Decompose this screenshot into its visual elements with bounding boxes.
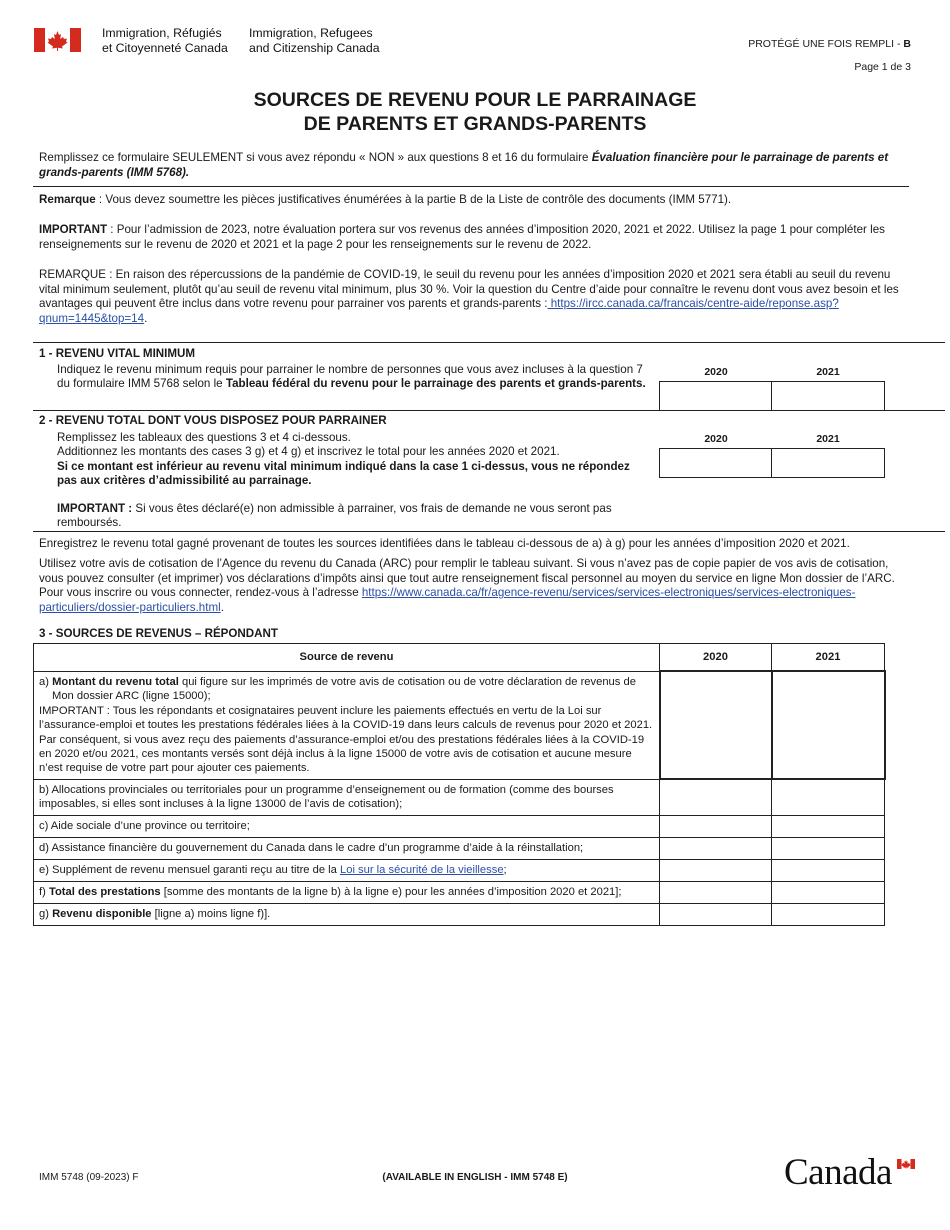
- row-d-input-2020[interactable]: [660, 837, 772, 859]
- section2-input-2020[interactable]: [659, 448, 773, 478]
- divider: [33, 342, 945, 343]
- section2-line1: Remplissez les tableaux des questions 3 et 4 ci-dessous.: [57, 431, 351, 444]
- row-g-prefix: g): [39, 907, 53, 920]
- table-row-a: [34, 671, 885, 779]
- title-line1: SOURCES DE REVENU POUR LE PARRAINAGE: [253, 89, 697, 111]
- dept-en-line1: Immigration, Refugees: [249, 26, 373, 40]
- row-a-bold: Montant du revenu total: [52, 675, 179, 688]
- row-a-label: [34, 671, 660, 779]
- col-2020-header: 2020: [660, 644, 772, 672]
- dept-en-line2: and Citizenship Canada: [249, 41, 380, 55]
- divider: [33, 186, 909, 187]
- help-centre-link[interactable]: https://ircc.canada.ca/francais/centre-aide/reponse.asp?qnum=1445&top=14: [39, 297, 839, 325]
- canada-wordmark-flag-icon: [897, 1159, 915, 1169]
- row-f-input-2021[interactable]: [772, 881, 885, 903]
- row-g-label: [34, 903, 660, 925]
- table-row-d: [34, 837, 885, 859]
- covid-paragraph: [39, 268, 909, 326]
- row-f-input-2020[interactable]: [660, 881, 772, 903]
- section2-important: [57, 502, 637, 531]
- row-a-text: qui figure sur les imprimés de votre avis de cotisation ou de votre déclaration de revenus de Mon dossier ARC (ligne 15000);: [52, 675, 636, 703]
- row-g-bold: Revenu disponible: [52, 907, 152, 920]
- row-b-input-2020[interactable]: [660, 779, 772, 815]
- section2-important-text: Si vous êtes déclaré(e) non admissible à parrainer, vos frais de demande ne vous seront pas remboursés.: [57, 501, 612, 530]
- section2-input-2021[interactable]: [771, 448, 885, 478]
- row-f-label: [34, 881, 660, 903]
- cra-link[interactable]: https://www.canada.ca/fr/agence-revenu/services/services-electroniques/services-electroniques-particuliers/dossier-particuliers.html: [39, 586, 856, 614]
- page-number: Page 1 de 3: [854, 61, 911, 73]
- dept-name-en: [249, 26, 380, 56]
- section1-instruction: Indiquez le revenu minimum requis pour parrainer le nombre de personnes que vous avez incluses à la question 7 du formulaire IMM 5768 selon le: [57, 363, 643, 391]
- section2-year1: 2020: [704, 433, 728, 445]
- canada-flag-icon: [34, 28, 81, 52]
- col-source-header: Source de revenu: [34, 644, 660, 672]
- section1-title: 1 - REVENU VITAL MINIMUM: [39, 347, 196, 360]
- row-c-label: c) Aide sociale d’une province ou territoire;: [34, 815, 660, 837]
- row-g-input-2020[interactable]: [660, 903, 772, 925]
- old-age-security-link[interactable]: Loi sur la sécurité de la vieillesse: [340, 863, 504, 876]
- important-paragraph: [39, 223, 909, 252]
- section2-important-label: IMPORTANT :: [57, 501, 133, 515]
- available-in-english: (AVAILABLE IN ENGLISH - IMM 5748 E): [382, 1172, 568, 1183]
- cra-end: .: [220, 600, 224, 614]
- section2-title: 2 - REVENU TOTAL DONT VOUS DISPOSEZ POUR PARRAINER: [39, 414, 387, 427]
- protected-level: B: [903, 38, 911, 50]
- record-paragraph: Enregistrez le revenu total gagné provenant de toutes les sources identifiées dans le tableau ci-dessous de a) à g) pour les années d’imposition 2020 et 2021.: [39, 537, 850, 550]
- important-label: IMPORTANT: [39, 223, 108, 236]
- section2-year2: 2021: [816, 433, 840, 445]
- cra-text: Utilisez votre avis de cotisation de l’Agence du revenu du Canada (ARC) pour remplir le tableau suivant. Si vous n’avez pas de copie papier de vos avis de cotisation, vous pouvez consulter (et imprimer) vos déclarations d’impôts ainsi que tout autre renseignement fiscal personnel au moyen du service en ligne Mon dossier de l’ARC. Pour vous inscrire ou vous connecter, rendez-vous à l’adresse: [39, 557, 895, 600]
- canada-wordmark: [784, 1153, 918, 1193]
- covid-text: REMARQUE : En raison des répercussions de la pandémie de COVID-19, le seuil du revenu pour les années d’imposition 2020 et 2021 sera établi au seuil du revenu vital minimum seulement, plutôt qu’au seuil de revenu vital minimum, plus 30 %. Voir la question du Centre d’aide pour connaître le revenu dont vous avez besoin et les avantages qui peuvent être inclus dans votre revenu pour parrainer vos parents et grands-parents :: [39, 268, 899, 311]
- col-2021-header: 2021: [772, 644, 885, 672]
- row-a-prefix: a): [39, 675, 53, 688]
- row-f-text: [somme des montants de la ligne b) à la ligne e) pour les années d’imposition 2020 et 2021];: [160, 885, 622, 898]
- section1-input-2020[interactable]: [659, 381, 773, 411]
- row-e-end: ;: [503, 863, 507, 876]
- divider: [33, 410, 945, 411]
- dept-fr-line2: et Citoyenneté Canada: [102, 41, 228, 55]
- dept-fr-line1: Immigration, Réfugiés: [102, 26, 222, 40]
- table-row-e: [34, 859, 885, 881]
- section2-line2: Additionnez les montants des cases 3 g) et 4 g) et inscrivez le total pour les années 2020 et 2021.: [57, 445, 560, 459]
- row-e-input-2020[interactable]: [660, 859, 772, 881]
- canada-wordmark-text: Canada: [784, 1152, 892, 1193]
- row-a-input-2020[interactable]: [660, 671, 772, 779]
- protected-label: [748, 38, 911, 50]
- section1-text: [57, 363, 647, 392]
- section2-bold: Si ce montant est inférieur au revenu vital minimum indiqué dans la case 1 ci-dessus, vous ne répondez pas aux critères d’admissibilité au parrainage.: [57, 459, 630, 488]
- cra-paragraph: [39, 557, 909, 615]
- title-line2: DE PARENTS ET GRANDS-PARENTS: [303, 113, 647, 135]
- section1-year2: 2021: [816, 366, 840, 378]
- remarque-label: Remarque: [39, 193, 96, 206]
- row-c-input-2020[interactable]: [660, 815, 772, 837]
- section1-input-2021[interactable]: [771, 381, 885, 411]
- remarque-paragraph: [39, 193, 909, 208]
- row-c-input-2021[interactable]: [772, 815, 885, 837]
- row-b-label: b) Allocations provinciales ou territoriales pour un programme d’enseignement ou de formation (comme des bourses imposables, si elles sont incluses à la ligne 13000 de l’avis de cotisation);: [34, 779, 660, 815]
- section1-year1: 2020: [704, 366, 728, 378]
- row-e-input-2021[interactable]: [772, 859, 885, 881]
- protected-text: PROTÉGÉ UNE FOIS REMPLI -: [748, 38, 904, 50]
- intro-text: Remplissez ce formulaire SEULEMENT si vous avez répondu « NON » aux questions 8 et 16 du formulaire: [39, 151, 592, 164]
- row-d-label: d) Assistance financière du gouvernement du Canada dans le cadre d’un programme d’aide à la réinstallation;: [34, 837, 660, 859]
- row-a-input-2021[interactable]: [772, 671, 885, 779]
- page-title: [0, 88, 950, 136]
- row-f-prefix: f): [39, 885, 49, 898]
- section1-bold: Tableau fédéral du revenu pour le parrainage des parents et grands-parents.: [225, 377, 646, 391]
- table-row-f: [34, 881, 885, 903]
- row-a-important: IMPORTANT : Tous les répondants et cosignataires peuvent inclure les paiements effectués en vertu de la Loi sur l’assurance-emploi et toutes les prestations fédérales liées à la COVID-19 dans leurs calculs de revenus pour 2020 et 2021. Par conséquent, si vous avez reçu des paiements d’assurance-emploi et/ou des prestations fédérales liées à la COVID-19 en 2020 et/ou 2021, ces montants versés sont déjà inclus à la ligne 15000 de votre avis de cotisation et aucune mesure n’est requise de votre part pour ajouter ces paiements.: [39, 704, 653, 775]
- row-d-input-2021[interactable]: [772, 837, 885, 859]
- form-code: IMM 5748 (09-2023) F: [39, 1172, 139, 1183]
- section2-text: [57, 431, 637, 530]
- divider: [33, 531, 945, 532]
- row-b-input-2021[interactable]: [772, 779, 885, 815]
- important-text: : Pour l’admission de 2023, notre évaluation portera sur vos revenus des années d’imposition 2020, 2021 et 2022. Utilisez la page 1 pour compléter les renseignements sur le revenu de 2020 et 2021 et la page 2 pour les renseignements sur le revenu de 2022.: [39, 223, 885, 251]
- table-row-c: [34, 815, 885, 837]
- table-header-row: [34, 644, 885, 672]
- table-row-g: [34, 903, 885, 925]
- row-e-label: [34, 859, 660, 881]
- section3-title: 3 - SOURCES DE REVENUS – RÉPONDANT: [39, 627, 279, 640]
- intro-form-name: Évaluation financière pour le parrainage de parents et grands-parents (IMM 5768).: [39, 151, 889, 179]
- remarque-text: : Vous devez soumettre les pièces justificatives énumérées à la partie B de la Liste de contrôle des documents (IMM 5771).: [95, 193, 732, 206]
- covid-end: .: [144, 311, 148, 325]
- income-sources-table: [33, 643, 886, 926]
- row-g-input-2021[interactable]: [772, 903, 885, 925]
- row-g-text: [ligne a) moins ligne f)].: [151, 907, 271, 920]
- intro-paragraph: [39, 151, 909, 180]
- row-e-text: e) Supplément de revenu mensuel garanti reçu au titre de la: [39, 863, 340, 876]
- row-f-bold: Total des prestations: [48, 885, 161, 898]
- table-row-b: [34, 779, 885, 815]
- dept-name-fr: [102, 26, 228, 56]
